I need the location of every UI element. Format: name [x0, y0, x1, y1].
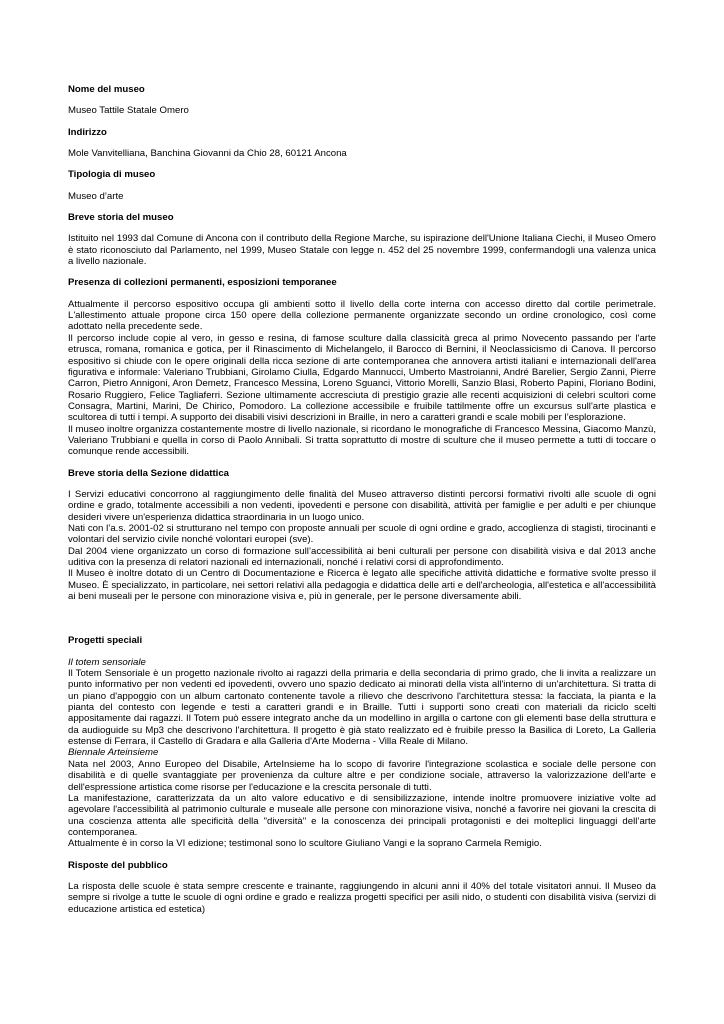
didattica-paragraph-3: Dal 2004 viene organizzato un corso di formazione sull’accessibilità ai beni culturali per persone con disabilità visiva e dal 2013 anche uditiva con la presenza di relatori nazionali ed internazionali, nonché i relativi corsi di approfondimento.	[68, 545, 656, 568]
totem-paragraph: Il Totem Sensoriale è un progetto nazionale rivolto ai ragazzi della primaria e della secondaria di primo grado, che li invita a realizzare un punto informativo per non vedenti ed ipovedenti, ovvero uno spazio dedicato ai minorati della vista all'interno di un'architettura. Si tratta di un piano d'appoggio con un album cartonato contenente tavole a rilievo che descrivono l'architettura stessa: la facciata, la pianta e la pianta del contesto con legende e testi a caratteri grandi e in Braille. Tutti i supporti sono creati con materiali da riciclo scelti appositamente dai ragazzi. Il Totem può essere integrato anche da un modellino in argilla o cartone con gli elementi base della struttura e da audioguide su Mp3 che descrivono l'architettura. Il progetto è già stato realizzato ed è fruibile presso la Basilica di Loreto, La Galleria estense di Ferrara, il Castello di Gradara e alla Galleria d'Arte Moderna - Villa Reale di Milano.	[68, 668, 656, 748]
didattica-paragraph-1: I Servizi educativi concorrono al raggiungimento delle finalità del Museo attraverso distinti percorsi formativi rivolti alle scuole di ogni ordine e grado, totalmente accessibili a non vedenti, ipovedenti e persone con disabilità, attività per famiglie e per adulti e per chiunque desideri vivere un'esperienza didattica straordinaria in un luogo unico.	[68, 488, 656, 523]
heading-progetti: Progetti speciali	[68, 635, 143, 647]
biennale-paragraph-2: La manifestazione, caratterizzata da un alto valore educativo e di sensibilizzazione, intende inoltre promuovere iniziative volte ad agevolare l'accessibilità al patrimonio culturale e museale alle persone con minorazione visiva, nonché a favorire nei giovani la crescita di una coscienza attenta alle specificità della "diversità" e la conoscenza dei principali protagonisti e dei molteplici linguaggi dell’arte contemporanea.	[68, 792, 656, 838]
biennale-paragraph-1: Nata nel 2003, Anno Europeo del Disabile, ArteInsieme ha lo scopo di favorire l'integrazione scolastica e sociale delle persone con disabilità e di quelle svantaggiate per provenienza da culture altre e per condizione sociale, attraverso la valorizzazione dell'arte e dell'espressione artistica come risorse per l'educazione e la crescita personale di tutti.	[68, 758, 656, 793]
didattica-paragraph-4: Il Museo è inoltre dotato di un Centro di Documentazione e Ricerca è legato alle specifiche attività didattiche e formative svolte presso il Museo. È specializzato, in particolare, nei settori relativi alla pedagogia e didattica delle arti e dell'archeologia, all'estetica e all'accessibilità ai beni museali per le persone con minorazione visiva e, più in generale, per le persone diversamente abili.	[68, 568, 656, 603]
collezioni-paragraph-2: Il percorso include copie al vero, in gesso e resina, di famose sculture dalla classicità greca al primo Novecento passando per l'arte etrusca, romana, romanica e gotica, per il Rinascimento di Michelangelo, il Barocco di Bernini, il Neoclassicismo di Canova. Il percorso espositivo si chiude con le opere originali della ricca sezione di arte contemporanea che annovera artisti italiani e internazionali dell'area figurativa e informale: Valeriano Trubbiani, Girolamo Ciulla, Edgardo Mannucci, Umberto Mastroianni, André Barelier, Sergio Zanni, Pierre Carron, Pietro Annigoni, Aron Demetz, Francesco Messina, Loreno Sguanci, Vittorio Morelli, Sanzio Blasi, Roberto Papini, Floriano Bodini, Rosario Ruggiero, Felice Tagliaferri. Sezione ultimamente accresciuta di prestigio grazie alle recenti acquisizioni di celebri scultori come Consagra, Martini, Marini, De Chirico, Pomodoro. La collezione accessibile e fruibile tattilmente offre un excursus sull'arte plastica e scultorea di tutti i tempi. A supporto dei disabili visivi descrizioni in Braille, in nero a caratteri grandi e scale mobili per l’esplorazione.	[68, 332, 656, 424]
museum-address: Mole Vanvitelliana, Banchina Giovanni da Chio 28, 60121 Ancona	[68, 148, 347, 160]
heading-indirizzo: Indirizzo	[68, 126, 107, 138]
museum-type: Museo d’arte	[68, 190, 124, 202]
heading-tipologia: Tipologia di museo	[68, 169, 156, 181]
collezioni-paragraph-1: Attualmente il percorso espositivo occupa gli ambienti sotto il livello della corte interna con accesso diretto dal cortile perimetrale. L'allestimento attuale propone circa 150 opere della collezione permanente organizzate secondo un ordine cronologico, così come adottato nella precedente sede.	[68, 298, 656, 333]
biennale-paragraph-3: Attualmente è in corso la VI edizione; testimonal sono lo scultore Giuliano Vangi e la soprano Carmela Remigio.	[68, 838, 542, 850]
heading-collezioni: Presenza di collezioni permanenti, esposizioni temporanee	[68, 277, 337, 289]
heading-storia: Breve storia del museo	[68, 212, 174, 224]
pubblico-paragraph: La risposta delle scuole è stata sempre crescente e trainante, raggiungendo in alcuni anni il 40% del totale visitatori annui. Il Museo da sempre si rivolge a tutte le scuole di ogni ordine e grado e realizza progetti specifici per asili nido, o studenti con disabilità visiva (servizi di educazione artistica ed estetica)	[68, 880, 656, 915]
biennale-title: Biennale Arteinsieme	[68, 747, 159, 759]
didattica-paragraph-2: Nati con l’a.s. 2001-02 si strutturano nel tempo con proposte annuali per scuole di ogni ordine e grado, accoglienza di stagisti, tirocinanti e volontari del servizio civile nonché volontari europei (sve).	[68, 522, 656, 546]
heading-pubblico: Risposte del pubblico	[68, 859, 168, 871]
heading-didattica: Breve storia della Sezione didattica	[68, 467, 230, 479]
museum-name: Museo Tattile Statale Omero	[68, 105, 189, 117]
heading-nome-museo: Nome del museo	[68, 84, 145, 95]
storia-paragraph: Istituito nel 1993 dal Comune di Ancona con il contributo della Regione Marche, su ispirazione dell'Unione Italiana Ciechi, il Museo Omero è stato riconosciuto dal Parlamento, nel 1999, Museo Statale con legge n. 452 del 25 novembre 1999, confermandogli una valenza unica a livello nazionale.	[68, 233, 656, 268]
collezioni-paragraph-3: Il museo inoltre organizza costantemente mostre di livello nazionale, si ricordano le monografiche di Francesco Messina, Giacomo Manzù, Valeriano Trubbiani e quella in corso di Paolo Annibali. Si tratta soprattutto di mostre di sculture che il museo permette a tutti di toccare o comunque rende accessibili.	[68, 423, 656, 458]
totem-title: Il totem sensoriale	[68, 656, 146, 668]
